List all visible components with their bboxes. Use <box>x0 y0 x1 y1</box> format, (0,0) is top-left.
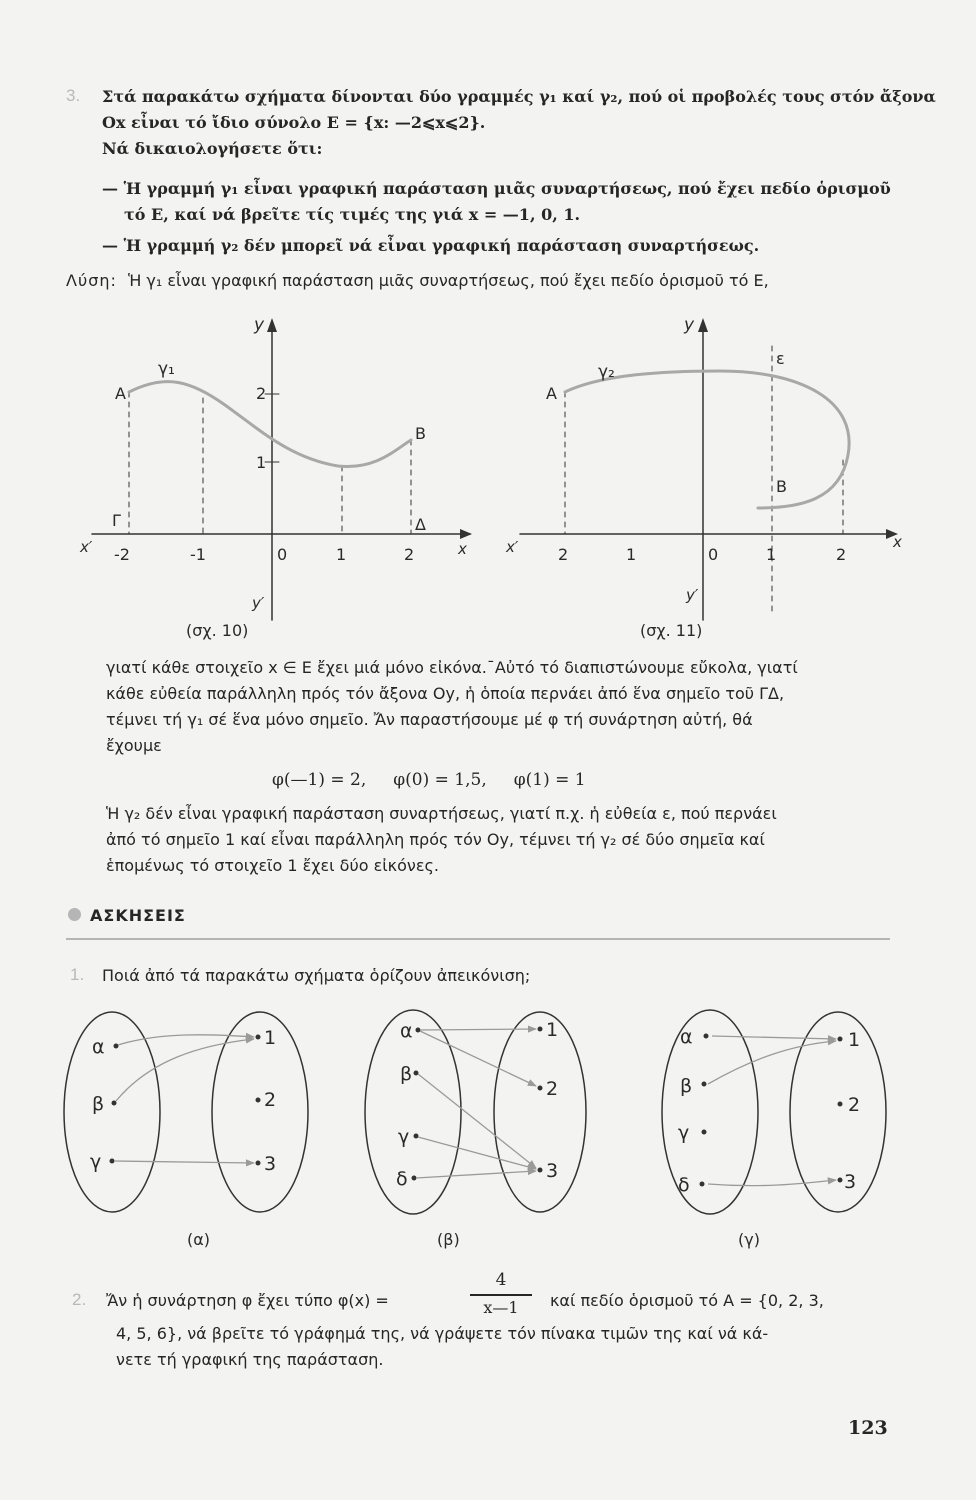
gamma-dom-c: γ <box>678 1122 690 1144</box>
problem-item-1-cont: τό E, καί νά βρεῖτε τίς τιμές της γιά x = —1, 0, 1. <box>124 205 581 224</box>
beta-dom-d: δ <box>396 1168 408 1190</box>
figure-11 <box>505 315 902 640</box>
problem-item-1: — Ἡ γραμμή γ₁ εἶναι γραφική παράσταση μιᾶς συναρτήσεως, πού ἔχει πεδίο ὁρισμοῦ <box>102 179 891 198</box>
diagram-gamma <box>662 1010 886 1249</box>
exercise-2-line-3: νετε τή γραφική της παράσταση. <box>116 1350 384 1369</box>
gamma-cod-3: 3 <box>844 1171 857 1193</box>
fig11-label-y: y <box>684 315 695 335</box>
alpha-caption: (α) <box>187 1230 211 1249</box>
fig11-point-A: Α <box>546 384 557 403</box>
fig10-tick-x-2: -1 <box>190 545 206 564</box>
gamma-cod-2: 2 <box>848 1094 861 1116</box>
fig10-x-arrow <box>460 529 472 539</box>
figure-10 <box>79 315 472 640</box>
fig10-label-y: y <box>254 315 265 335</box>
problem-statement-line-1: Στά παρακάτω σχήματα δίνονται δύο γραμμές γ₁ καί γ₂, πού οἱ προβολές τους στόν ἄξονα <box>102 87 936 106</box>
exercise-2-number: 2. <box>72 1290 87 1309</box>
exercise-1 <box>66 965 896 995</box>
explanation2-line-2: ἀπό τό σημεῖο 1 καί εἶναι παράλληλη πρός τόν Oy, τέμνει τή γ₂ σέ δύο σημεῖα καί <box>106 830 765 849</box>
explanation-line-2: κάθε εὐθεία παράλληλη πρός τόν ἄξονα Oy, ἡ ὁποία περνάει ἀπό ἕνα σημεῖο τοῦ ΓΔ, <box>106 684 785 703</box>
gamma-caption: (γ) <box>738 1230 760 1249</box>
fraction-bar <box>470 1294 532 1296</box>
fig10-y-arrow <box>267 318 277 332</box>
fig10-tick-x-1: -2 <box>114 545 130 564</box>
figures-10-11 <box>0 300 976 645</box>
problem-number: 3. <box>66 86 81 105</box>
fig10-label-x-neg: x′ <box>80 538 93 556</box>
gamma-dom-d: δ <box>678 1174 690 1196</box>
bullet-icon <box>68 908 81 921</box>
exercise-1-number: 1. <box>70 965 85 984</box>
beta-dom-a: α <box>400 1020 413 1042</box>
exercise-1-text: Ποιά ἀπό τά παρακάτω σχήματα ὁρίζουν ἀπεικόνιση; <box>102 966 531 985</box>
mapping-diagrams <box>0 1005 976 1250</box>
fig10-label-x: x <box>458 540 467 558</box>
fig10-label-y-neg: y′ <box>252 594 265 612</box>
problem-item-2: — Ἡ γραμμή γ₂ δέν μπορεῖ νά εἶναι γραφική παράσταση συναρτήσεως. <box>102 236 760 255</box>
beta-dom-c: γ <box>398 1126 410 1148</box>
beta-caption: (β) <box>437 1230 460 1249</box>
fig11-tick-x-5: 2 <box>836 545 847 564</box>
beta-cod-1: 1 <box>546 1019 559 1041</box>
gamma-cod-1: 1 <box>848 1029 861 1051</box>
fig11-tick-x-1: 2 <box>558 545 569 564</box>
problem-statement-line-3: Νά δικαιολογήσετε ὅτι: <box>102 139 323 158</box>
fig11-tick-x-2: 1 <box>626 545 637 564</box>
fig11-label-curve: γ₂ <box>598 362 615 382</box>
alpha-dom-b: β <box>92 1093 105 1115</box>
problem-3 <box>0 0 976 300</box>
solution-text: Ἡ γ₁ εἶναι γραφική παράσταση μιᾶς συναρτήσεως, πού ἔχει πεδίο ὁρισμοῦ τό E, <box>127 271 769 290</box>
explanation-line-1: γιατί κάθε στοιχεῖο x ∈ E ἔχει μιά μόνο εἰκόνα.¯Αὐτό τό διαπιστώνουμε εὔκολα, γιατί <box>106 658 798 677</box>
fig10-point-G: Γ <box>112 511 121 530</box>
diagram-alpha <box>64 1012 308 1249</box>
explanation-line-3: τέμνει τή γ₁ σέ ἕνα μόνο σημεῖο. Ἄν παραστήσουμε μέ φ τή συνάρτηση αὐτή, θά <box>106 710 753 729</box>
fig11-tick-x-3: 0 <box>708 545 719 564</box>
exercise-2-line-2: 4, 5, 6}, νά βρεῖτε τό γράφημά της, νά γράψετε τόν πίνακα τιμῶν της καί νά κά- <box>116 1324 769 1343</box>
alpha-cod-1: 1 <box>264 1027 277 1049</box>
fig11-label-x: x <box>893 533 902 551</box>
fraction-denominator: x—1 <box>483 1297 519 1317</box>
exercise-2-line-1a: Ἄν ἡ συνάρτηση φ ἔχει τύπο φ(x) = <box>106 1291 389 1310</box>
alpha-dom-c: γ <box>90 1151 102 1173</box>
exercises-heading-text: ΑΣΚΗΣΕΙΣ <box>90 906 186 925</box>
explanation <box>106 658 906 878</box>
fig10-tick-x-5: 2 <box>404 545 415 564</box>
gamma-dom-a: α <box>680 1026 693 1048</box>
fig11-label-epsilon: ε <box>776 349 785 368</box>
fig10-tick-y-1: 1 <box>256 453 267 472</box>
alpha-cod-2: 2 <box>264 1089 277 1111</box>
explanation2-line-3: ἑπομένως τό στοιχεῖο 1 ἔχει δύο εἰκόνες. <box>106 856 439 875</box>
formula: φ(—1) = 2, φ(0) = 1,5, φ(1) = 1 <box>272 770 586 790</box>
fig11-label-x-neg: x′ <box>506 538 519 556</box>
diagram-beta <box>365 1010 586 1249</box>
solution-line <box>66 271 769 290</box>
solution-label: Λύση: <box>66 271 117 290</box>
fig11-tick-x-4: 1 <box>766 545 777 564</box>
exercise-2 <box>66 1270 906 1380</box>
explanation-line-4: ἔχουμε <box>106 736 162 755</box>
exercise-2-line-1b: καί πεδίο ὁρισμοῦ τό A = {0, 2, 3, <box>550 1291 824 1310</box>
fig10-label-curve: γ₁ <box>158 359 175 379</box>
fig10-point-B: Β <box>415 424 426 443</box>
fig10-tick-x-4: 1 <box>336 545 347 564</box>
fig10-tick-y-2: 2 <box>256 384 267 403</box>
beta-cod-3: 3 <box>546 1160 559 1182</box>
explanation2-line-1: Ἡ γ₂ δέν εἶναι γραφική παράσταση συναρτήσεως, γιατί π.χ. ἡ εὐθεία ε, πού περνάει <box>106 804 777 823</box>
fig10-point-A: Α <box>115 384 126 403</box>
heading-rule <box>66 938 890 940</box>
fig11-y-arrow <box>698 318 708 332</box>
alpha-cod-3: 3 <box>264 1153 277 1175</box>
fraction <box>466 1270 536 1320</box>
fig11-curve-gamma2 <box>565 371 849 508</box>
fig10-tick-x-3: 0 <box>277 545 288 564</box>
fig11-label-y-neg: y′ <box>686 586 699 604</box>
page-number: 123 <box>848 1417 888 1439</box>
fig10-point-D: Δ <box>415 515 426 534</box>
beta-dom-b: β <box>400 1063 413 1085</box>
fig11-caption: (σχ. 11) <box>640 621 703 640</box>
exercises-heading <box>66 906 890 948</box>
beta-cod-2: 2 <box>546 1078 559 1100</box>
fig10-caption: (σχ. 10) <box>186 621 249 640</box>
problem-statement-line-2: Ox εἶναι τό ἴδιο σύνολο E = {x: —2⩽x⩽2}. <box>102 113 486 132</box>
fraction-numerator: 4 <box>495 1270 507 1290</box>
alpha-dom-a: α <box>92 1036 105 1058</box>
gamma-dom-b: β <box>680 1075 693 1097</box>
fig11-point-B: Β <box>776 477 787 496</box>
